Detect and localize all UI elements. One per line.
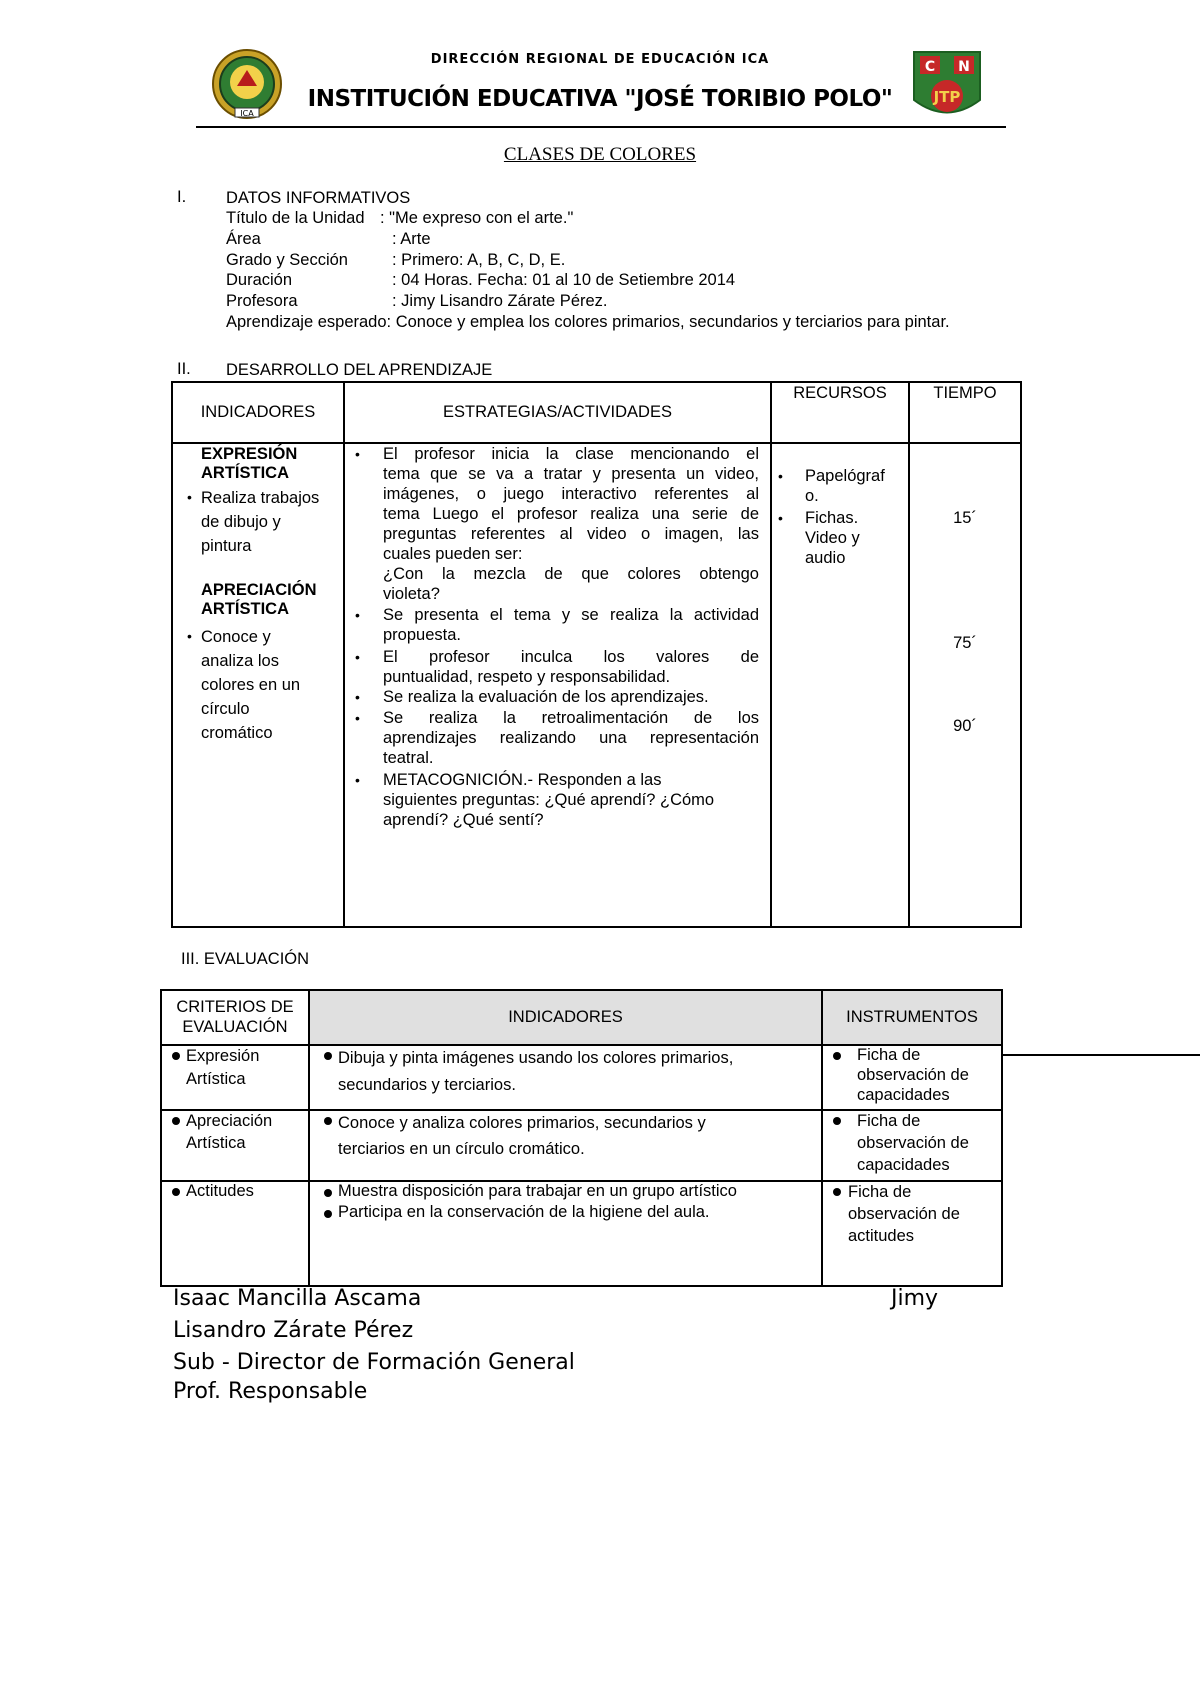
svg-text:JTP: JTP — [933, 88, 961, 106]
table-col-divider — [770, 383, 772, 926]
aprendizaje-esperado: Aprendizaje esperado: Conoce y emplea los colores primarios, secundarios y terciarios para pintar. — [226, 313, 950, 331]
strategy-item: Se realiza la retroalimentación de los aprendizajes realizando una representación teatral. — [383, 709, 759, 767]
bullet-icon — [172, 1117, 180, 1125]
bullet-icon: • — [187, 489, 192, 505]
area-value: : Arte — [392, 230, 431, 248]
grado-row — [226, 250, 566, 270]
direccion-regional: DIRECCIÓN REGIONAL DE EDUCACIÓN ICA — [430, 52, 770, 67]
duracion-value: : 04 Horas. Fecha: 01 al 10 de Setiembre 2014 — [392, 271, 736, 289]
institution-name: INSTITUCIÓN EDUCATIVA "JOSÉ TORIBIO POLO" — [307, 86, 893, 112]
document-title: CLASES DE COLORES — [503, 144, 697, 165]
bullet-icon: • — [355, 649, 360, 665]
bullet-icon: • — [187, 628, 192, 644]
titulo-label: Título de la Unidad — [226, 209, 365, 227]
evaluacion-table — [160, 989, 1003, 1287]
strategy-item: El profesor inicia la clase mencionando el tema que se va a tratar y presenta un video, imágenes, o juego interactivo referentes al tema Luego el profesor realiza una serie de preguntas referentes al video o imagen, las cuales pueden ser: ¿Con la mezcla de que colores obtengo violeta? — [383, 445, 759, 603]
section-1-title: DATOS INFORMATIVOS — [226, 189, 411, 207]
strategy-item: METACOGNICIÓN.- Responden a las siguientes preguntas: ¿Qué aprendí? ¿Cómo aprendí? ¿Qué sentí? — [383, 771, 715, 829]
grado-value: : Primero: A, B, C, D, E. — [392, 251, 566, 269]
indicador-eval-cell: Dibuja y pinta imágenes usando los colores primarios, secundarios y terciarios. — [338, 1049, 734, 1094]
indicador-eval-cell: Muestra disposición para trabajar en un grupo artístico — [338, 1182, 737, 1200]
header-tiempo: TIEMPO — [933, 384, 997, 402]
bullet-icon — [833, 1117, 841, 1125]
indicador-apreciacion-item: Conoce y analiza los colores en un círculo cromático — [201, 628, 301, 742]
section-2-number: II. — [177, 360, 191, 378]
signature-name-1: Isaac Mancilla Ascama — [173, 1286, 422, 1311]
bullet-icon — [324, 1210, 332, 1218]
svg-text:ICA: ICA — [240, 109, 254, 118]
recurso-item: Papelógraf o. — [805, 467, 885, 505]
bullet-icon — [172, 1052, 180, 1060]
header-indicadores: INDICADORES — [200, 403, 316, 421]
indicador-expresion-item: Realiza trabajos de dibujo y pintura — [201, 489, 320, 555]
table-col-divider — [908, 383, 910, 926]
table-col-divider — [308, 991, 310, 1285]
header-divider — [196, 126, 1006, 128]
bullet-icon — [833, 1188, 841, 1196]
desarrollo-table — [171, 381, 1022, 928]
indicador-apreciacion-title: APRECIACIÓN ARTÍSTICA — [201, 581, 317, 618]
titulo-row — [226, 208, 574, 228]
indicador-expresion-title: EXPRESIÓN ARTÍSTICA — [201, 445, 298, 482]
section-2-title: DESARROLLO DEL APRENDIZAJE — [226, 361, 493, 379]
bullet-icon: • — [778, 510, 783, 526]
area-label: Área — [226, 230, 261, 248]
svg-text:C: C — [924, 59, 936, 75]
bullet-icon — [324, 1189, 332, 1197]
header-indicadores-eval: INDICADORES — [508, 1008, 623, 1026]
strategy-item: Se presenta el tema y se realiza la actividad propuesta. — [383, 606, 759, 644]
section-1-number: I. — [177, 188, 187, 206]
bullet-icon: • — [355, 772, 360, 788]
bullet-icon — [324, 1052, 332, 1060]
tiempo-value: 75´ — [953, 634, 977, 652]
decorative-line — [1003, 1054, 1200, 1056]
duracion-row — [226, 270, 736, 290]
signature-role-1: Sub - Director de Formación General — [173, 1350, 575, 1375]
instrumento-cell: Ficha de observación de actitudes — [848, 1183, 960, 1245]
bullet-icon: • — [778, 468, 783, 484]
grado-label: Grado y Sección — [226, 251, 348, 269]
indicador-eval-cell: Conoce y analiza colores primarios, secundarios y terciarios en un círculo cromático. — [338, 1114, 706, 1158]
titulo-value: : "Me expreso con el arte." — [380, 209, 574, 227]
table-col-divider — [821, 991, 823, 1285]
criterio-cell: Actitudes — [186, 1182, 254, 1200]
bullet-icon: • — [355, 710, 360, 726]
tiempo-value: 90´ — [953, 717, 977, 735]
tiempo-value: 15´ — [953, 509, 977, 527]
section-3-title: III. EVALUACIÓN — [181, 950, 310, 968]
profesora-label: Profesora — [226, 292, 298, 310]
header-criterios: CRITERIOS DE EVALUACIÓN — [176, 998, 294, 1036]
duracion-label: Duración — [226, 271, 293, 289]
instrumento-cell: Ficha de observación de capacidades — [857, 1112, 969, 1174]
bullet-icon: • — [355, 607, 360, 623]
bullet-icon: • — [355, 446, 360, 462]
bullet-icon: • — [355, 689, 360, 705]
svg-text:N: N — [958, 59, 970, 75]
header-estrategias: ESTRATEGIAS/ACTIVIDADES — [443, 403, 672, 421]
header-instrumentos: INSTRUMENTOS — [846, 1008, 978, 1026]
recurso-item: Fichas. Video y audio — [805, 509, 860, 567]
table-col-divider — [343, 383, 345, 926]
profesora-value: : Jimy Lisandro Zárate Pérez. — [392, 292, 608, 310]
profesora-row — [226, 291, 608, 311]
strategy-item: Se realiza la evaluación de los aprendizajes. — [383, 688, 709, 706]
signature-name-2-part2: Lisandro Zárate Pérez — [173, 1318, 414, 1343]
signature-role-2: Prof. Responsable — [173, 1379, 368, 1404]
logo-jtp-icon — [912, 50, 982, 122]
bullet-icon — [172, 1188, 180, 1196]
bullet-icon — [324, 1117, 332, 1125]
bullet-icon — [833, 1052, 841, 1060]
strategy-item: El profesor inculca los valores de puntualidad, respeto y responsabilidad. — [383, 648, 759, 686]
header-recursos: RECURSOS — [793, 384, 887, 402]
area-row — [226, 229, 431, 249]
criterio-cell: Apreciación Artística — [186, 1112, 273, 1152]
instrumento-cell: Ficha de observación de capacidades — [857, 1046, 969, 1104]
logo-regional-icon — [207, 48, 287, 120]
signature-name-2-part1: Jimy — [891, 1286, 939, 1311]
criterio-cell: Expresión Artística — [186, 1047, 260, 1088]
indicador-eval-cell: Participa en la conservación de la higiene del aula. — [338, 1203, 710, 1221]
